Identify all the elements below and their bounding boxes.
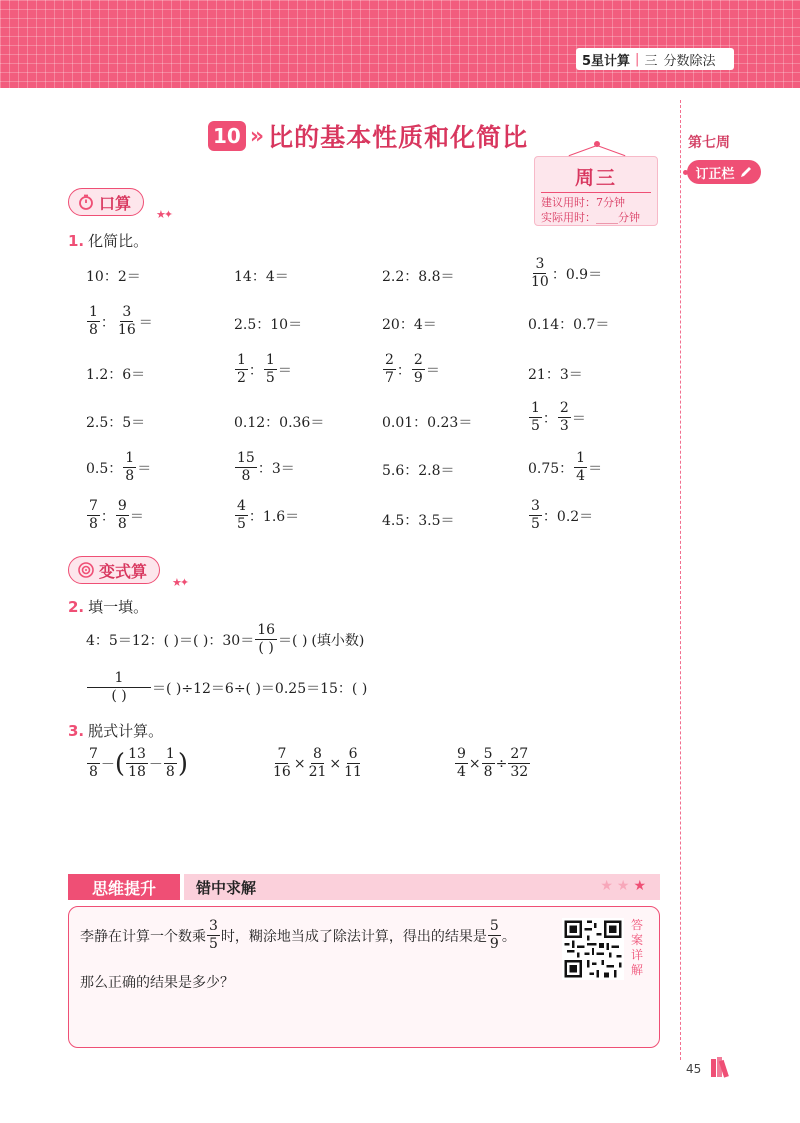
fill-row-1 [86,622,364,657]
question-1-number: 1. [68,232,85,250]
expression-2: $\frac{7}{16}$ × $\frac{8}{21}$ × $\frac{6}{11}$ [273,746,362,780]
double-chevron-icon: » [249,123,265,149]
question-3 [68,720,163,741]
lesson-title [208,118,528,154]
question-3-text: 脱式计算。 [88,722,164,740]
fill-frac-num: 1 [87,670,151,688]
ratio-problem: $\frac{1}{2}$ ： $\frac{1}{5}$ ＝ [237,352,292,386]
stopwatch-icon [77,193,95,211]
ratio-problem: 2.5：5＝ [86,415,146,431]
correction-tab-label: 订正栏 [695,166,735,182]
chapter-badge [576,48,734,70]
lesson-title-text: 比的基本性质和化简比 [268,123,529,152]
ratio-problem: 0.01：0.23＝ [382,415,473,431]
correction-margin-line [680,100,681,1060]
ratio-problem: 1.2：6＝ [86,367,146,383]
fill-row-2-end: ＝( )÷12＝6÷( )＝0.25＝15：( ) [152,680,368,697]
ratio-problem: 5.6：2.8＝ [382,463,455,479]
pencil-icon [739,165,753,179]
problem-text-b: 时，糊涂地当成了除法计算，得出的结果是 [220,928,487,945]
ratio-problem: 0.5： $\frac{1}{8}$ ＝ [86,450,152,484]
target-icon [77,561,95,579]
correction-tab [687,160,761,184]
ratio-problem: 10：2＝ [86,269,141,285]
card-string-left [569,145,598,156]
section-variant-calc-label: 变式算 [99,561,148,581]
question-2-text: 填一填。 [88,598,149,616]
section-oral-calc-label: 口算 [99,193,132,213]
top-banner [0,0,800,88]
expression-1: $\frac{7}{8}$ － ( $\frac{13}{18}$ － $\frac{1}{8}$ ) [89,746,188,780]
ratio-problem: $\frac{3}{5}$ ：0.2＝ [531,498,594,532]
ratio-problem: 14：4＝ [234,269,289,285]
ratio-problem: $\frac{2}{7}$ ： $\frac{2}{9}$ ＝ [385,352,440,386]
ratio-problem: 2.5：10＝ [234,317,303,333]
fill-frac-num: 16 [257,622,276,638]
frac1-den: 5 [209,936,218,952]
ratio-problem: 2.2：8.8＝ [382,269,455,285]
section-variant-calc [68,556,160,584]
card-string-right [597,145,626,156]
star-icon: ★✦ [172,576,188,589]
fill-frac-den: ( ) [111,688,127,704]
week-label: 第七周 [688,135,730,151]
actual-time: 实际用时：____分钟 [541,211,640,224]
star-icon: ★✦ [156,208,172,221]
series-label: 5星计算 [582,53,631,69]
question-1 [68,230,148,251]
ratio-problem: 20：4＝ [382,317,437,333]
ratio-problem: $\frac{7}{8}$ ： $\frac{9}{8}$ ＝ [89,498,144,532]
fill-row-1-end: ＝( ) [278,632,308,649]
ratio-problem: $\frac{4}{5}$ ：1.6＝ [237,498,300,532]
thinking-problem [80,918,516,953]
ratio-problem: $\frac{15}{8}$ ：3＝ [237,450,295,484]
question-3-number: 3. [68,722,85,740]
ratio-problem: $\frac{1}{5}$ ： $\frac{2}{3}$ ＝ [531,400,586,434]
thinking-bar [68,874,660,900]
ratio-problem: 4.5：3.5＝ [382,513,455,529]
ratio-problem: 0.75： $\frac{1}{4}$ ＝ [528,450,603,484]
qr-code-icon[interactable] [562,918,624,980]
chapter-name: 分数除法 [663,53,716,69]
problem-text-c: 。 [501,928,516,945]
badge-separator: | [635,51,640,67]
ratio-problem: $\frac{1}{8}$ ： $\frac{3}{16}$ ＝ [89,304,153,338]
lesson-number: 10 [208,121,246,151]
card-divider [541,192,651,193]
frac2-den: 9 [489,936,499,952]
ratio-problem: $\frac{3}{10}$ ：0.9＝ [531,256,603,290]
difficulty-stars: ★★★ [600,878,650,894]
fill-row-1-start: 4：5＝12：( )＝( )：30＝ [86,632,255,649]
suggested-time: 建议用时：7分钟 [541,196,625,209]
problem-text-a: 李静在计算一个数乘 [80,928,206,945]
books-icon [710,1056,738,1078]
answer-detail-label[interactable]: 答案详解 [630,918,643,977]
chapter-number: 三 [644,53,658,69]
ratio-problem: 0.14：0.7＝ [528,317,610,333]
ratio-problem: 0.12：0.36＝ [234,415,325,431]
question-2 [68,596,148,617]
thinking-tag: 思维提升 [68,874,180,900]
day-card [534,156,658,226]
thinking-problem-line2: 那么正确的结果是多少？ [80,975,234,991]
question-1-text: 化简比。 [88,232,149,250]
fill-row-2 [86,670,367,705]
ratio-problem: 21：3＝ [528,367,583,383]
frac2-num: 5 [489,918,499,934]
fill-note: (填小数) [311,632,365,649]
section-oral-calc [68,188,144,216]
expression-3: $\frac{9}{4}$ × $\frac{5}{8}$ ÷ $\frac{27}{32}$ [457,746,529,780]
question-2-number: 2. [68,598,85,616]
page-number: 45 [686,1062,702,1076]
day-label: 周三 [574,167,617,189]
frac1-num: 3 [209,918,218,934]
fill-frac-den: ( ) [258,640,274,656]
thinking-subtitle: 错中求解 [196,879,257,897]
